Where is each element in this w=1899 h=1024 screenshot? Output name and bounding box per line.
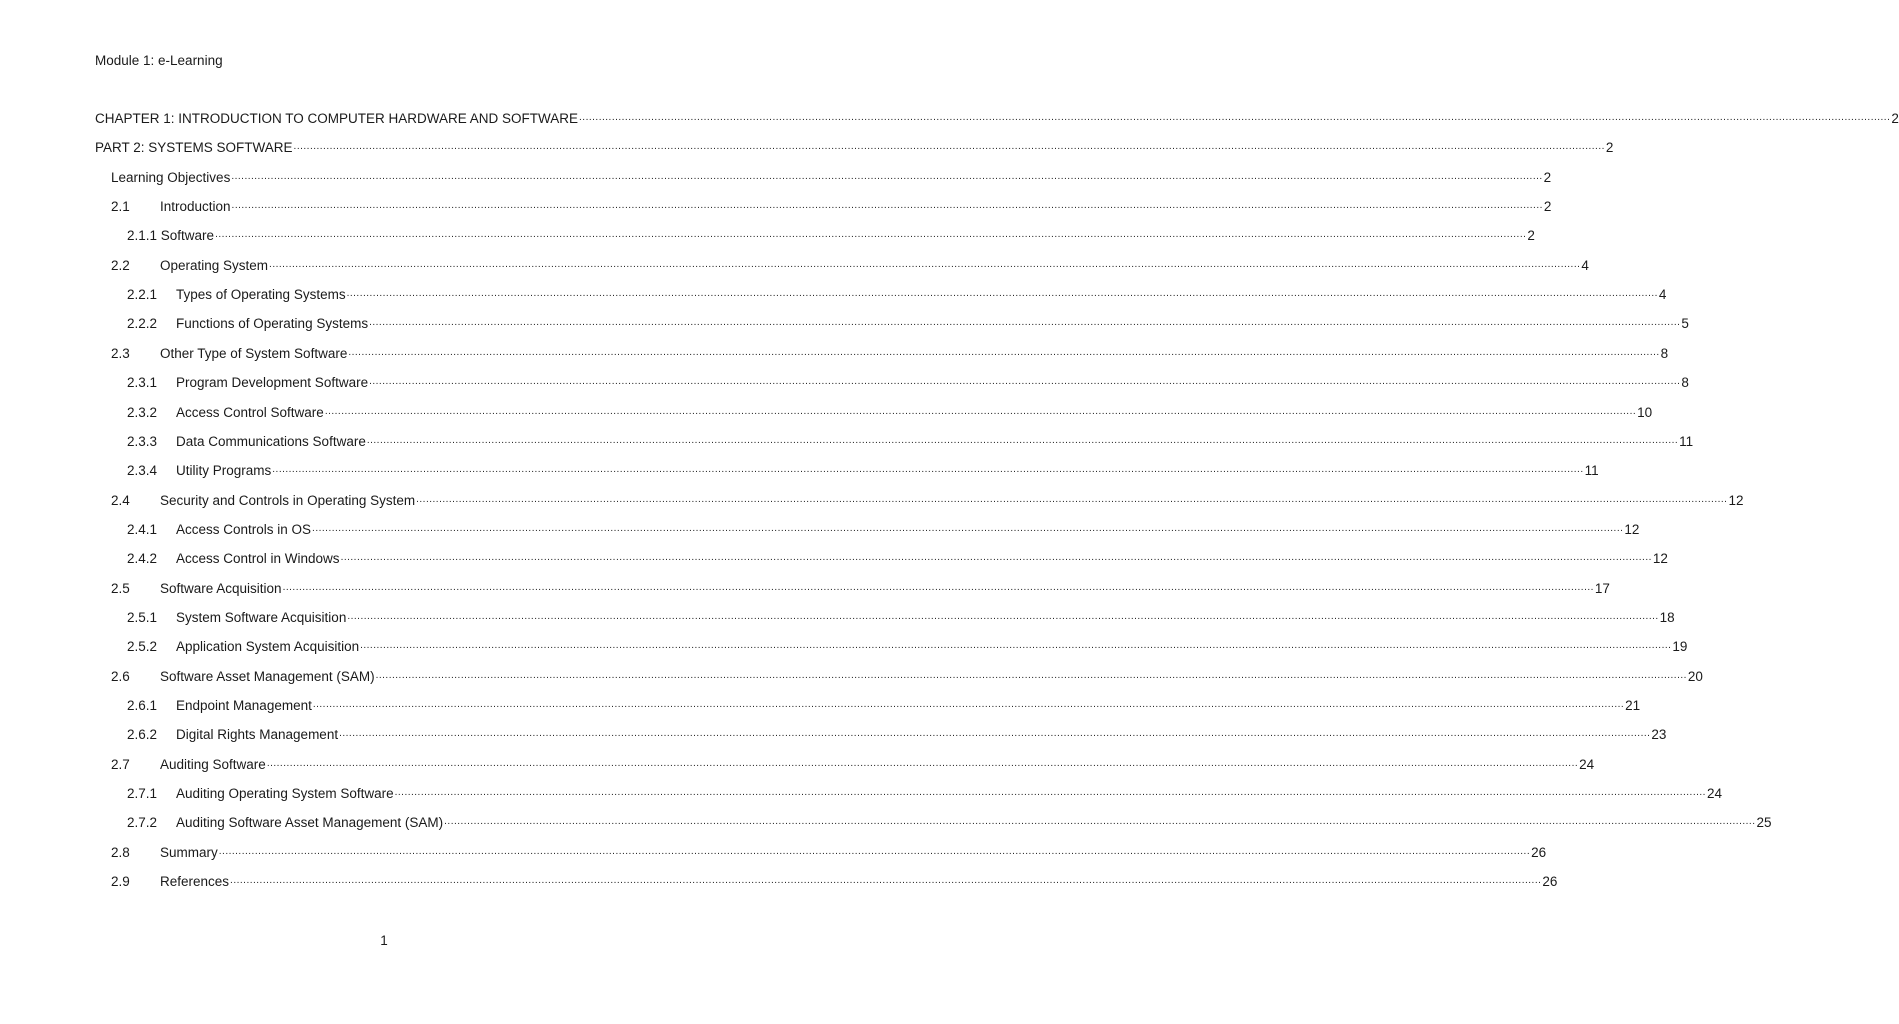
toc-entry-page: 11 [1584, 463, 1599, 479]
toc-entry-title: Application System Acquisition [176, 639, 360, 655]
toc-entry[interactable] [127, 519, 1640, 537]
toc-entry-number: 2.3.4 [127, 463, 158, 479]
toc-entry-title: Access Control Software [176, 404, 324, 420]
toc-entry-page: 25 [1756, 815, 1772, 831]
toc-entry-title: Access Control in Windows [176, 551, 340, 567]
toc-entry-title: Summary [160, 844, 218, 860]
toc-entry-title: PART 2: SYSTEMS SOFTWARE [95, 140, 293, 156]
dot-leader: ................................................................................................................................................................................................................................................................................................................................................................................................................ [348, 346, 1660, 358]
toc-entry-page: 5 [1681, 316, 1689, 332]
toc-entry[interactable] [127, 402, 1653, 420]
toc-entry-title: Operating System [160, 257, 269, 273]
toc-entry-number: 2.3.2 [127, 404, 158, 420]
dot-leader: ................................................................................................................................................................................................................................................................................................................................................................................................................ [579, 112, 1891, 123]
toc-entry-number: 2.6 [111, 668, 130, 684]
dot-leader: ................................................................................................................................................................................................................................................................................................................................................................................................................ [230, 875, 1542, 887]
toc-entry[interactable] [111, 578, 1610, 596]
toc-entry-title: Utility Programs [176, 463, 272, 479]
toc-entry-title: Data Communications Software [176, 433, 366, 449]
toc-entry-title: Software Asset Management (SAM) [160, 668, 375, 684]
toc-entry-title: Endpoint Management [176, 698, 312, 713]
toc-entry[interactable] [127, 548, 1668, 567]
toc-entry[interactable] [111, 167, 1552, 185]
toc-entry[interactable] [127, 783, 1722, 802]
toc-entry-page: 18 [1659, 609, 1675, 625]
toc-entry[interactable] [111, 255, 1589, 273]
toc-entry[interactable] [111, 490, 1744, 508]
toc-entry[interactable] [95, 108, 1899, 126]
toc-entry-title: System Software Acquisition [176, 609, 347, 625]
toc-entry-page: 8 [1681, 375, 1689, 391]
toc-entry-number: 2.4.2 [127, 551, 158, 567]
toc-entry-number: 2.3.1 [127, 375, 158, 391]
toc-entry-number: 2.2.2 [127, 316, 158, 332]
toc-entry-number: 2.7 [111, 756, 130, 772]
dot-leader: ................................................................................................................................................................................................................................................................................................................................................................................................................ [369, 317, 1681, 329]
toc-entry[interactable] [127, 460, 1599, 479]
dot-leader: ................................................................................................................................................................................................................................................................................................................................................................................................................ [347, 610, 1659, 622]
toc-entry-page: 12 [1624, 521, 1640, 537]
toc-entry-page: 2 [1543, 199, 1552, 215]
toc-entry-page: 2 [1527, 228, 1535, 244]
dot-leader: ................................................................................................................................................................................................................................................................................................................................................................................................................ [282, 581, 1594, 593]
toc-entry[interactable] [111, 666, 1703, 684]
toc-entry-title: Access Controls in OS [176, 521, 312, 537]
toc-entry[interactable] [127, 225, 1535, 244]
dot-leader: ................................................................................................................................................................................................................................................................................................................................................................................................................ [269, 258, 1581, 270]
dot-leader: ................................................................................................................................................................................................................................................................................................................................................................................................................ [416, 493, 1728, 505]
toc-entry-title: Security and Controls in Operating System [160, 492, 416, 508]
toc-entry-number: 2.5.1 [127, 609, 158, 625]
toc-entry-title: Introduction [160, 199, 231, 215]
toc-entry-title: Types of Operating Systems [176, 287, 346, 303]
page-number: 1 [380, 933, 388, 948]
toc-entry-page: 4 [1658, 287, 1667, 303]
toc-entry-page: 26 [1542, 874, 1558, 890]
toc-entry-title: Auditing Software [160, 756, 266, 772]
toc-entry-page: 10 [1637, 404, 1653, 420]
dot-leader: ................................................................................................................................................................................................................................................................................................................................................................................................................ [340, 552, 1652, 564]
toc-entry-title: Auditing Operating System Software [176, 786, 394, 802]
toc-entry-number: 2.5 [111, 580, 130, 596]
toc-entry-page: 20 [1687, 668, 1703, 684]
toc-entry-number: 2.6.2 [127, 727, 158, 743]
toc-entry[interactable] [127, 812, 1772, 831]
toc-entry-title: Other Type of System Software [160, 345, 348, 361]
toc-entry[interactable] [127, 636, 1688, 655]
dot-leader: ................................................................................................................................................................................................................................................................................................................................................................................................................ [394, 787, 1706, 799]
toc-entry-number: 2.3 [111, 345, 130, 361]
toc-entry-number: 2.4 [111, 492, 130, 508]
toc-entry-page: 2 [1605, 140, 1614, 156]
dot-leader: ................................................................................................................................................................................................................................................................................................................................................................................................................ [375, 669, 1687, 681]
dot-leader: ................................................................................................................................................................................................................................................................................................................................................................................................................ [346, 288, 1658, 300]
toc-entry-number: 2.6.1 [127, 698, 158, 713]
toc-entry-page: 24 [1706, 786, 1722, 802]
dot-leader: ................................................................................................................................................................................................................................................................................................................................................................................................................ [215, 229, 1527, 241]
toc-entry-page: 23 [1651, 727, 1667, 743]
toc-entry[interactable] [95, 137, 1614, 156]
toc-entry-title: CHAPTER 1: INTRODUCTION TO COMPUTER HARDWARE AND SOFTWARE [95, 111, 579, 126]
toc-entry-title: Learning Objectives [111, 169, 231, 185]
toc-entry-page: 2 [1891, 111, 1899, 126]
toc-entry-number: 2.2 [111, 257, 130, 273]
toc-entry-page: 26 [1531, 844, 1547, 860]
toc-entry[interactable] [127, 284, 1667, 303]
toc-entry[interactable] [127, 372, 1689, 391]
toc-entry-title: Digital Rights Management [176, 727, 339, 743]
toc-entry-number: 2.7.1 [127, 786, 158, 802]
toc-entry-page: 12 [1652, 551, 1668, 567]
toc-entry-number: 2.8 [111, 844, 130, 860]
toc-entry-page: 2 [1543, 169, 1552, 185]
toc-entry-number: 2.5.2 [127, 639, 158, 655]
dot-leader: ................................................................................................................................................................................................................................................................................................................................................................................................................ [218, 845, 1531, 857]
dot-leader: ................................................................................................................................................................................................................................................................................................................................................................................................................ [231, 200, 1543, 212]
toc-entry-page: 19 [1672, 639, 1688, 655]
toc-entry[interactable] [127, 431, 1694, 449]
toc-entry-title: Functions of Operating Systems [176, 316, 369, 332]
toc-entry-number: 2.4.1 [127, 521, 158, 537]
dot-leader: ................................................................................................................................................................................................................................................................................................................................................................................................................ [366, 434, 1679, 446]
toc-entry-page: 4 [1581, 257, 1589, 273]
dot-leader: ................................................................................................................................................................................................................................................................................................................................................................................................................ [272, 464, 1584, 476]
toc-entry-page: 12 [1728, 492, 1744, 508]
toc-entry-title: Program Development Software [176, 375, 369, 391]
toc-entry-page: 17 [1594, 580, 1610, 596]
toc-entry-title: Software Acquisition [160, 580, 282, 596]
toc-entry-title: References [160, 874, 230, 890]
toc-entry-page: 24 [1579, 756, 1595, 772]
toc-entry[interactable] [111, 196, 1552, 215]
toc-entry[interactable] [111, 842, 1547, 860]
toc-entry[interactable] [111, 754, 1595, 772]
toc-entry-page: 21 [1625, 698, 1641, 713]
toc-entry[interactable] [111, 343, 1669, 361]
toc-entry-number: 2.7.2 [127, 815, 158, 831]
dot-leader: ................................................................................................................................................................................................................................................................................................................................................................................................................ [369, 376, 1681, 388]
toc-entry-title: 2.1.1 Software [127, 228, 215, 244]
toc-entry-page: 11 [1679, 433, 1694, 449]
dot-leader: ................................................................................................................................................................................................................................................................................................................................................................................................................ [312, 699, 1625, 710]
dot-leader: ................................................................................................................................................................................................................................................................................................................................................................................................................ [339, 728, 1651, 740]
toc-entry[interactable] [127, 724, 1667, 743]
running-header: Module 1: e-Learning [95, 53, 223, 68]
toc-entry-number: 2.1 [111, 199, 130, 215]
dot-leader: ................................................................................................................................................................................................................................................................................................................................................................................................................ [266, 757, 1579, 769]
dot-leader: ................................................................................................................................................................................................................................................................................................................................................................................................................ [293, 141, 1605, 153]
toc-entry[interactable] [127, 607, 1675, 625]
toc-entry-number: 2.2.1 [127, 287, 158, 303]
toc-entry[interactable] [127, 695, 1641, 713]
toc-entry-number: 2.9 [111, 874, 130, 890]
toc-entry-page: 8 [1660, 345, 1669, 361]
dot-leader: ................................................................................................................................................................................................................................................................................................................................................................................................................ [444, 816, 1756, 828]
dot-leader: ................................................................................................................................................................................................................................................................................................................................................................................................................ [360, 640, 1672, 652]
dot-leader: ................................................................................................................................................................................................................................................................................................................................................................................................................ [231, 170, 1543, 182]
toc-entry-number: 2.3.3 [127, 433, 158, 449]
toc-entry[interactable] [111, 871, 1558, 890]
dot-leader: ................................................................................................................................................................................................................................................................................................................................................................................................................ [324, 405, 1637, 417]
toc-entry-title: Auditing Software Asset Management (SAM) [176, 815, 444, 831]
dot-leader: ................................................................................................................................................................................................................................................................................................................................................................................................................ [312, 522, 1624, 534]
toc-entry[interactable] [127, 313, 1689, 332]
